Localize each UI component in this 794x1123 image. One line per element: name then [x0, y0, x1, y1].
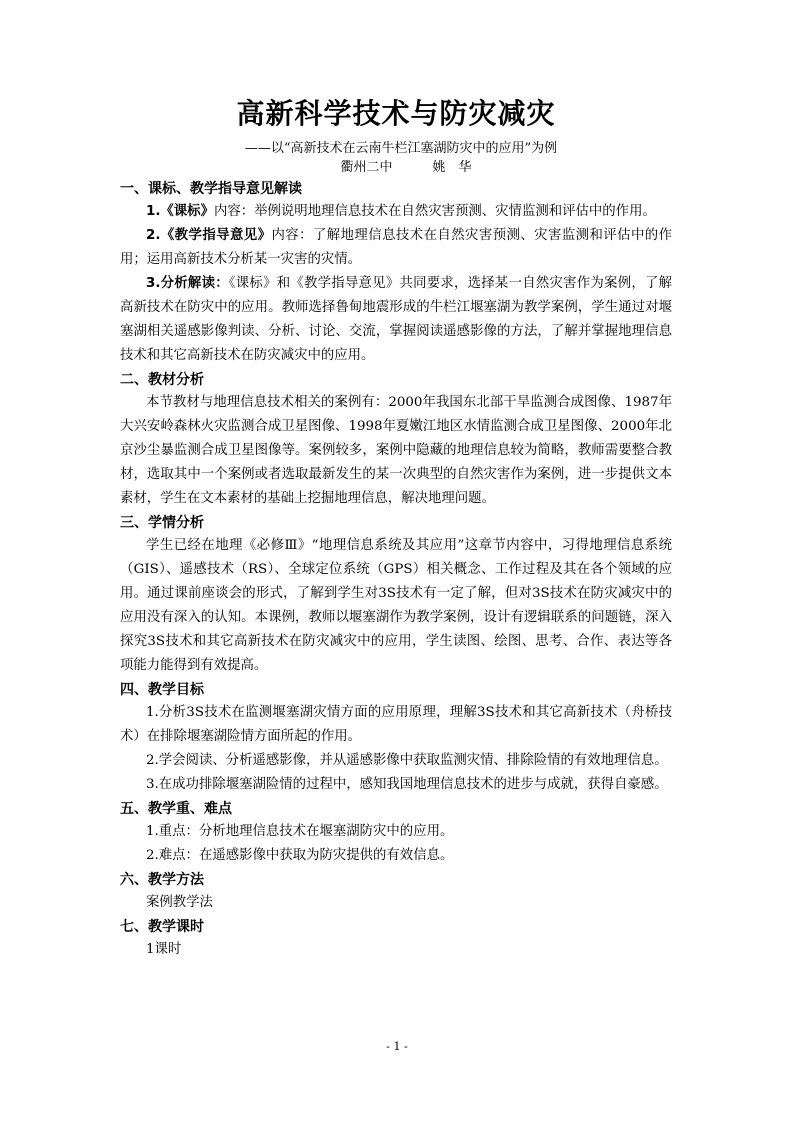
objective-item: 2.学会阅读、分析遥感影像，并从遥感影像中获取监测灾情、排除险情的有效地理信息。: [146, 753, 668, 768]
section-3-paragraph: 学生已经在地理《必修Ⅲ》“地理信息系统及其应用”这章节内容中，习得地理信息系统（GIS）、遥感技术（RS）、全球定位系统（GPS）相关概念、工作过程及其在各个领域的应用。通过课前座谈会的形式，了解到学生对3S技术有一定了解，但对3S技术在防灾减灾中的应用没有深入的认知。本课例，教师以堰塞湖作为教学案例，设计有逻辑联系的问题链，深入探究3S技术和其它高新技术在防灾减灾中的应用，学生读图、绘图、思考、合作、表达等各项能力能得到有效提高。: [120, 538, 672, 673]
section-2-paragraph: 本节教材与地理信息技术相关的案例有：2000年我国东北部干旱监测合成图像、1987年大兴安岭森林火灾监测合成卫星图像、1998年夏嫩江地区水情监测合成卫星图像、2000年北京沙尘暴监测合成卫星图像等。案例较多，案例中隐藏的地理信息较为简略，教师需要整合教材，选取其中一个案例或者选取最新发生的某一次典型的自然灾害作为案例，进一步提供文本素材，学生在文本素材的基础上挖掘地理信息，解决地理问题。: [120, 395, 672, 506]
section-1-heading: 一、课标、教学指导意见解读: [120, 181, 302, 197]
key-point-item: 1.重点：分析地理信息技术在堰塞湖防灾中的应用。: [146, 824, 454, 839]
author-line: [140, 159, 672, 177]
author-name: 姚 华: [432, 160, 472, 175]
section-1-paragraph-2: 2.《教学指导意见》内容：了解地理信息技术在自然灾害预测、灾害监测和评估中的作用；运用高新技术分析某一灾害的灾情。: [120, 228, 673, 267]
section-4-heading: 四、教学目标: [120, 682, 204, 698]
objective-item: 1.分析3S技术在监测堰塞湖灾情方面的应用原理，理解3S技术和其它高新技术（舟桥技术）在排除堰塞湖险情方面所起的作用。: [120, 705, 672, 744]
author-school: 衢州二中: [340, 160, 393, 175]
section-6-heading: 六、教学方法: [120, 872, 204, 888]
objective-item: 3.在成功排除堰塞湖险情的过程中，感知我国地理信息技术的进步与成就，获得自豪感。: [146, 777, 668, 792]
key-point-item: 2.难点：在遥感影像中获取为防灾提供的有效信息。: [146, 848, 454, 863]
document-title: 高新科学技术与防灾减灾: [236, 97, 556, 130]
section-6-text: 案例教学法: [146, 895, 213, 910]
section-1-paragraph-3: 3.分析解读：《课标》和《教学指导意见》共同要求，选择某一自然灾害作为案例，了解高新技术在防灾中的应用。教师选择鲁甸地震形成的牛栏江堰塞湖为教学案例，学生通过对堰塞湖相关遥感影像判读、分析、讨论、交流，掌握阅读遥感影像的方法，了解并掌握地理信息技术和其它高新技术在防灾减灾中的应用。: [120, 276, 672, 363]
section-2-heading: 二、教材分析: [120, 372, 204, 388]
section-5-heading: 五、教学重、难点: [120, 801, 232, 817]
section-7-text: 1课时: [146, 942, 182, 957]
section-1-paragraph-1: 1.《课标》内容：举例说明地理信息技术在自然灾害预测、灾情监测和评估中的作用。: [146, 204, 656, 219]
page-number: - 1 -: [386, 1040, 408, 1053]
document-subtitle: ——以“高新技术在云南牛栏江塞湖防灾中的应用”为例: [244, 141, 558, 156]
section-3-heading: 三、学情分析: [120, 515, 204, 531]
section-7-heading: 七、教学课时: [120, 919, 204, 935]
document-page: [120, 95, 672, 962]
